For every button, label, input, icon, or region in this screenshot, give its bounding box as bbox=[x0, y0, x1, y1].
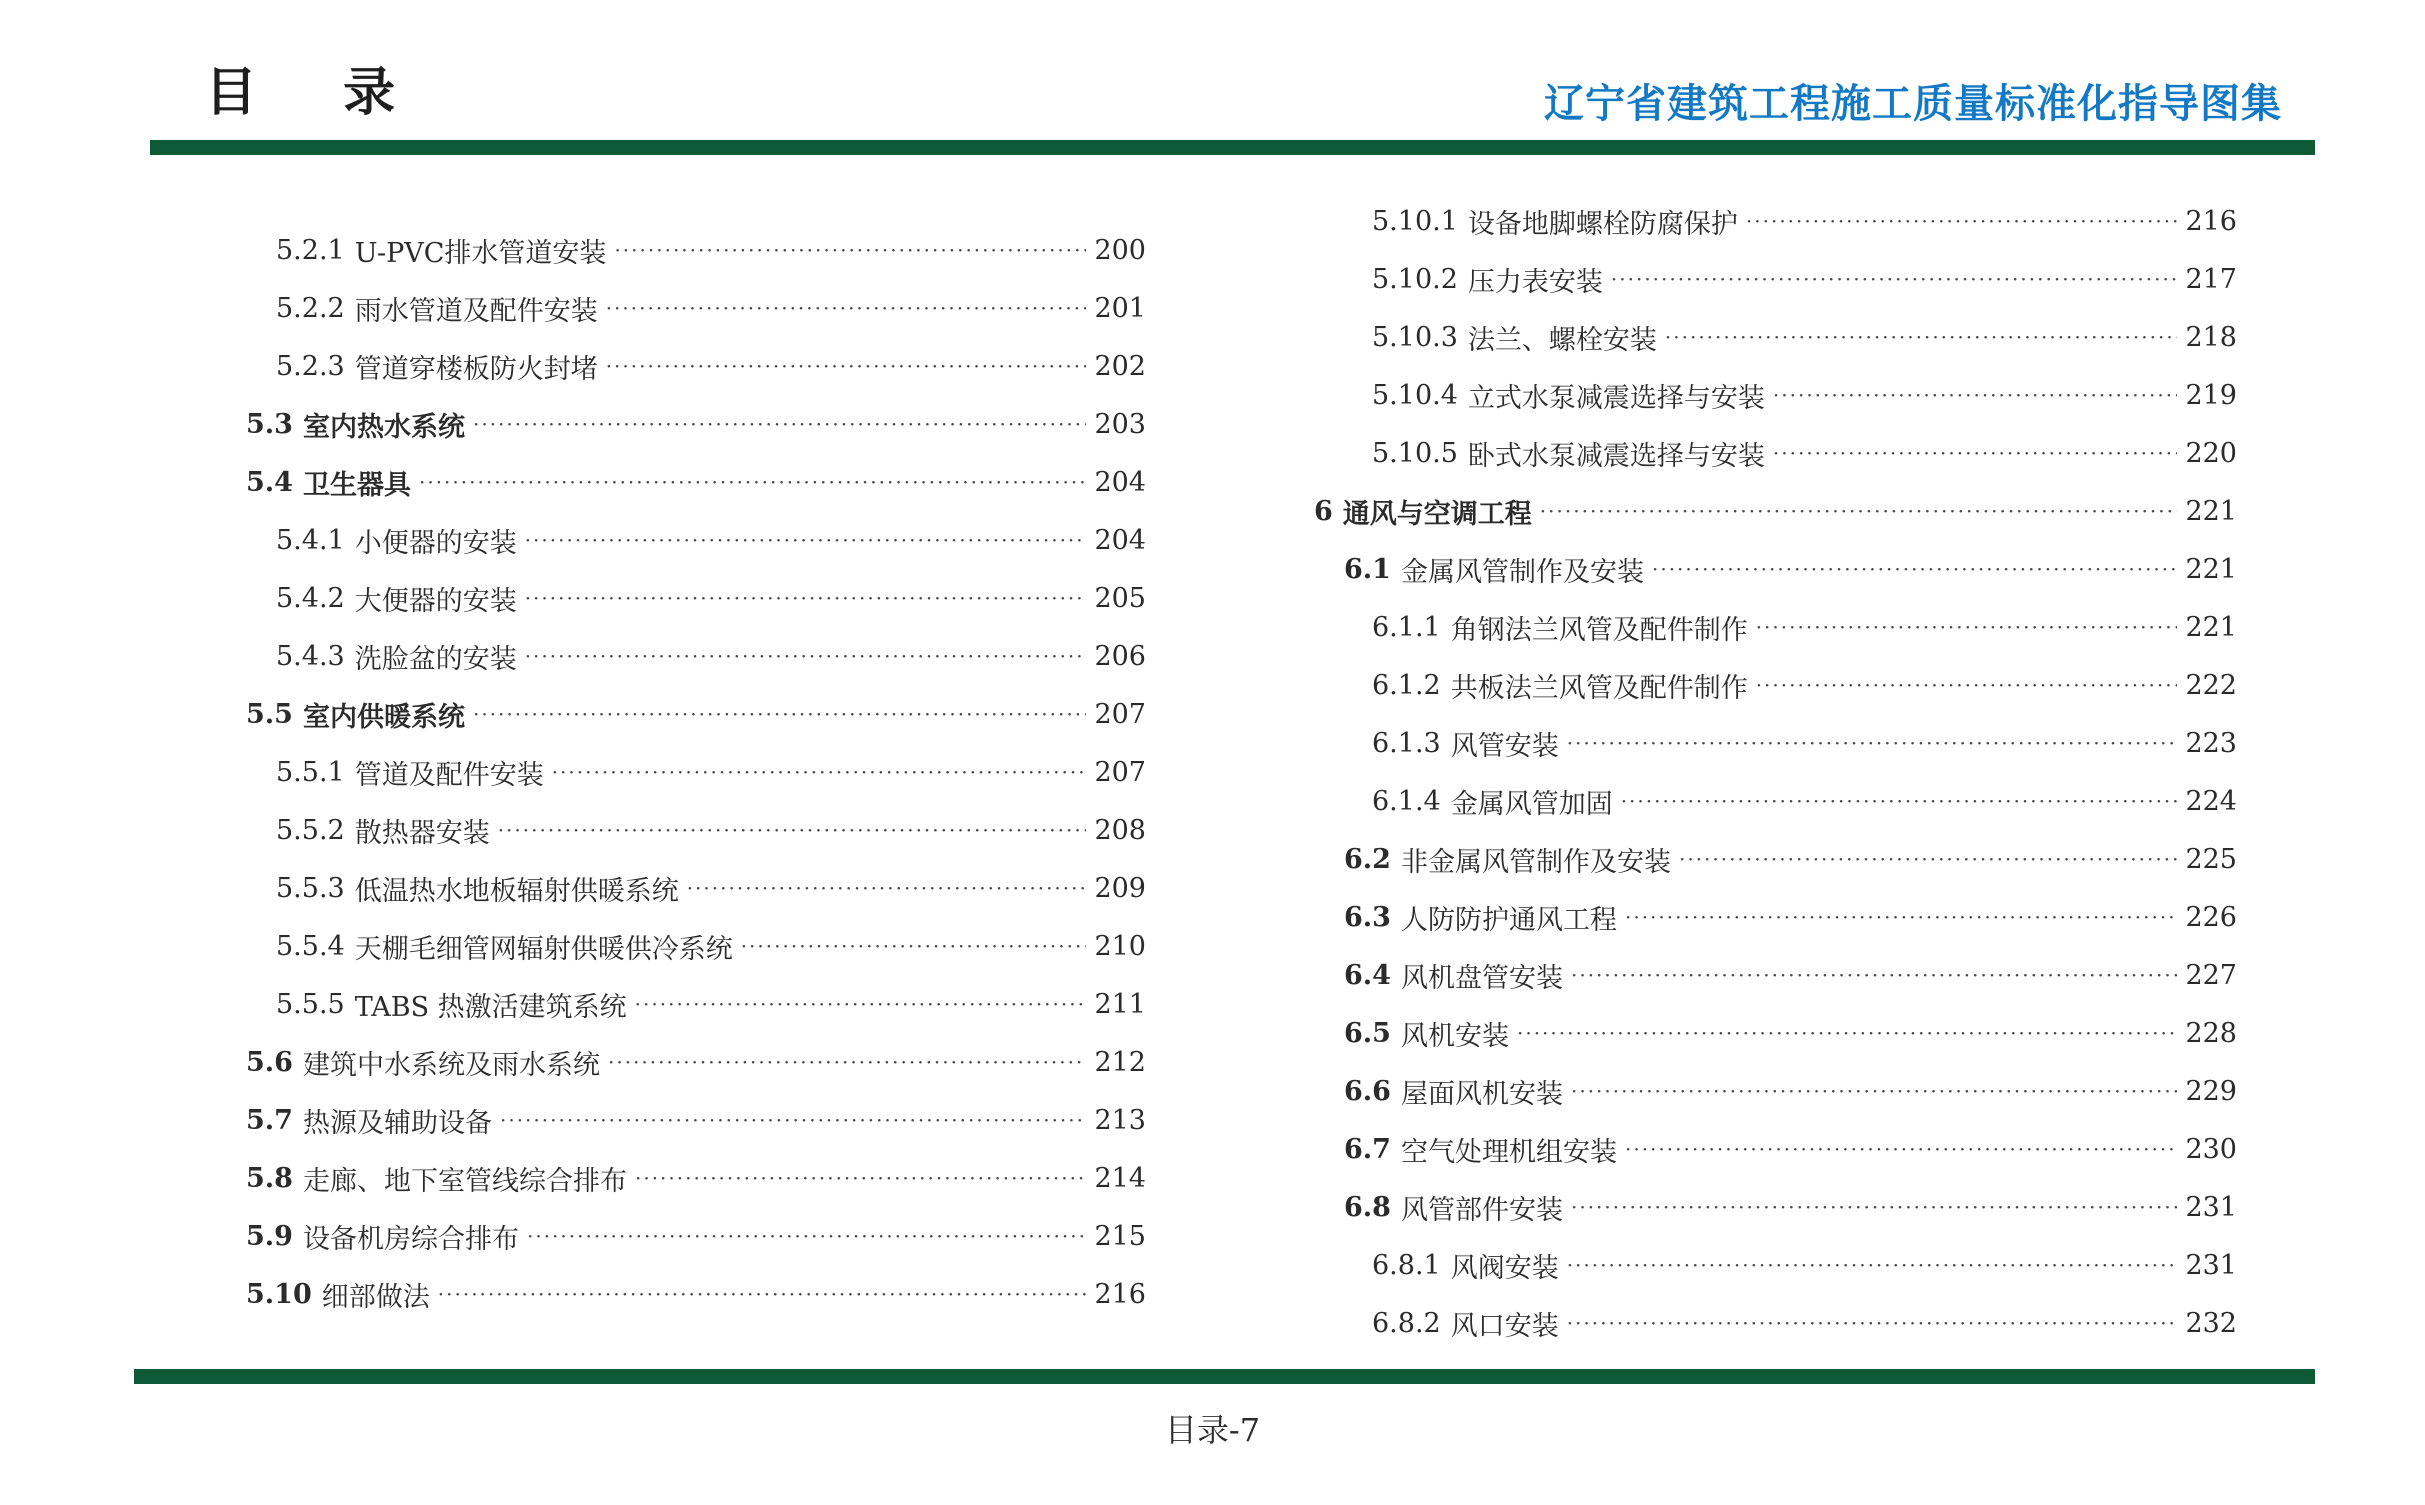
toc-entry-page: 223 bbox=[2185, 727, 2237, 759]
toc-entry-label: 细部做法 bbox=[321, 1281, 430, 1313]
toc-entry-number: 5.5.4 bbox=[276, 930, 345, 962]
toc-dot-leader bbox=[1625, 905, 2177, 929]
toc-entry-page: 221 bbox=[2185, 611, 2237, 643]
toc-entry-label: 热源及辅助设备 bbox=[302, 1107, 492, 1139]
toc-entry-number: 6.1.3 bbox=[1372, 727, 1441, 759]
toc-entry-page: 220 bbox=[2185, 437, 2237, 469]
toc-entry-page: 214 bbox=[1094, 1162, 1146, 1194]
toc-entry[interactable] bbox=[1314, 250, 2237, 308]
toc-entry[interactable] bbox=[246, 1033, 1146, 1091]
toc-entry-label: 法兰、螺栓安装 bbox=[1467, 324, 1657, 356]
toc-entry-number: 5.3 bbox=[246, 408, 293, 440]
toc-entry-number: 6.6 bbox=[1344, 1075, 1391, 1107]
toc-entry-number: 5.8 bbox=[246, 1162, 293, 1194]
toc-entry-page: 208 bbox=[1094, 814, 1146, 846]
toc-entry-page: 221 bbox=[2185, 553, 2237, 585]
toc-entry-label: 通风与空调工程 bbox=[1342, 498, 1532, 530]
toc-entry[interactable] bbox=[246, 685, 1146, 743]
toc-entry[interactable] bbox=[1314, 1236, 2237, 1294]
toc-dot-leader bbox=[1773, 441, 2178, 465]
toc-entry-number: 5.10.2 bbox=[1372, 263, 1458, 295]
toc-entry-page: 229 bbox=[2185, 1075, 2237, 1107]
toc-entry-page: 217 bbox=[2185, 263, 2237, 295]
toc-dot-leader bbox=[498, 818, 1087, 842]
toc-entry-label: 雨水管道及配件安装 bbox=[354, 295, 598, 327]
toc-dot-leader bbox=[1611, 267, 2178, 291]
toc-entry-number: 5.4.2 bbox=[276, 582, 345, 614]
toc-entry-label: 室内热水系统 bbox=[302, 411, 465, 443]
toc-dot-leader bbox=[419, 470, 1086, 494]
toc-entry-number: 5.4.3 bbox=[276, 640, 345, 672]
toc-entry-label: 金属风管加固 bbox=[1450, 788, 1613, 820]
toc-entry-number: 6.1 bbox=[1344, 553, 1391, 585]
toc-entry-page: 222 bbox=[2185, 669, 2237, 701]
toc-entry-page: 219 bbox=[2185, 379, 2237, 411]
toc-entry[interactable] bbox=[1314, 772, 2237, 830]
toc-dot-leader bbox=[1621, 789, 2178, 813]
toc-entry[interactable] bbox=[1314, 714, 2237, 772]
toc-entry-page: 205 bbox=[1094, 582, 1146, 614]
toc-entry-label: U-PVC排水管道安装 bbox=[354, 237, 607, 269]
toc-dot-leader bbox=[525, 528, 1087, 552]
toc-dot-leader bbox=[608, 1050, 1086, 1074]
toc-entry-page: 212 bbox=[1094, 1046, 1146, 1078]
book-title: 辽宁省建筑工程施工质量标准化指导图集 bbox=[1544, 80, 2282, 127]
footer-rule bbox=[134, 1369, 2315, 1384]
toc-entry-number: 5.5.5 bbox=[276, 988, 345, 1020]
toc-entry-label: 金属风管制作及安装 bbox=[1400, 556, 1644, 588]
toc-entry-label: 设备机房综合排布 bbox=[302, 1223, 519, 1255]
toc-entry-label: 卫生器具 bbox=[302, 469, 411, 501]
toc-entry-page: 227 bbox=[2185, 959, 2237, 991]
toc-entry-number: 5.5.2 bbox=[276, 814, 345, 846]
toc-dot-leader bbox=[1567, 731, 2178, 755]
toc-entry-page: 231 bbox=[2185, 1249, 2237, 1281]
toc-entry-number: 5.9 bbox=[246, 1220, 293, 1252]
toc-entry-page: 215 bbox=[1094, 1220, 1146, 1252]
toc-entry[interactable] bbox=[1314, 540, 2237, 598]
toc-entry-page: 201 bbox=[1094, 292, 1146, 324]
toc-entry[interactable] bbox=[246, 1207, 1146, 1265]
toc-entry[interactable] bbox=[1314, 1294, 2237, 1352]
toc-dot-leader bbox=[1756, 615, 2178, 639]
toc-entry-label: 天棚毛细管网辐射供暖供冷系统 bbox=[354, 933, 733, 965]
toc-entry-number: 6.8.1 bbox=[1372, 1249, 1441, 1281]
toc-entry-label: 风阀安装 bbox=[1450, 1252, 1559, 1284]
toc-entry-label: 风机盘管安装 bbox=[1400, 962, 1563, 994]
toc-entry-label: 风口安装 bbox=[1450, 1310, 1559, 1342]
toc-entry-page: 210 bbox=[1094, 930, 1146, 962]
toc-dot-leader bbox=[473, 412, 1086, 436]
toc-entry-page: 206 bbox=[1094, 640, 1146, 672]
toc-dot-leader bbox=[1517, 1021, 2177, 1045]
toc-entry-number: 5.10.1 bbox=[1372, 205, 1458, 237]
toc-entry-number: 6.5 bbox=[1344, 1017, 1391, 1049]
toc-entry[interactable] bbox=[1314, 656, 2237, 714]
toc-dot-leader bbox=[687, 876, 1087, 900]
toc-entry-number: 5.10 bbox=[246, 1278, 312, 1310]
toc-dot-leader bbox=[473, 702, 1086, 726]
toc-entry[interactable] bbox=[246, 221, 1146, 279]
toc-dot-leader bbox=[1665, 325, 2178, 349]
toc-entry-label: 洗脸盆的安装 bbox=[354, 643, 517, 675]
toc-entry-number: 6.1.4 bbox=[1372, 785, 1441, 817]
toc-entry[interactable] bbox=[246, 975, 1146, 1033]
toc-entry-number: 5.5.1 bbox=[276, 756, 345, 788]
toc-entry-page: 228 bbox=[2185, 1017, 2237, 1049]
toc-dot-leader bbox=[438, 1282, 1087, 1306]
toc-entry-number: 6.1.2 bbox=[1372, 669, 1441, 701]
toc-entry-label: 大便器的安装 bbox=[354, 585, 517, 617]
toc-entry-number: 6 bbox=[1314, 495, 1333, 527]
toc-entry-page: 216 bbox=[2185, 205, 2237, 237]
toc-entry-number: 5.4 bbox=[246, 466, 293, 498]
toc-entry-page: 226 bbox=[2185, 901, 2237, 933]
toc-entry-page: 207 bbox=[1094, 756, 1146, 788]
toc-entry-label: 屋面风机安装 bbox=[1400, 1078, 1563, 1110]
toc-dot-leader bbox=[635, 1166, 1086, 1190]
toc-entry[interactable] bbox=[246, 1091, 1146, 1149]
toc-entry[interactable] bbox=[246, 859, 1146, 917]
toc-entry[interactable] bbox=[1314, 308, 2237, 366]
toc-entry-page: 209 bbox=[1094, 872, 1146, 904]
toc-entry[interactable] bbox=[246, 279, 1146, 337]
toc-entry-page: 204 bbox=[1094, 524, 1146, 556]
toc-dot-leader bbox=[741, 934, 1087, 958]
toc-dot-leader bbox=[525, 644, 1087, 668]
toc-entry-label: 管道及配件安装 bbox=[354, 759, 544, 791]
toc-entry[interactable] bbox=[246, 627, 1146, 685]
toc-dot-leader bbox=[1652, 557, 2177, 581]
toc-entry-number: 5.2.2 bbox=[276, 292, 345, 324]
toc-dot-leader bbox=[1773, 383, 2178, 407]
toc-entry-label: 风管安装 bbox=[1450, 730, 1559, 762]
toc-entry-page: 230 bbox=[2185, 1133, 2237, 1165]
toc-entry[interactable] bbox=[246, 337, 1146, 395]
toc-entry-label: 立式水泵减震选择与安装 bbox=[1467, 382, 1765, 414]
toc-entry-number: 6.7 bbox=[1344, 1133, 1391, 1165]
toc-entry-page: 200 bbox=[1094, 234, 1146, 266]
toc-entry-page: 216 bbox=[1094, 1278, 1146, 1310]
toc-entry-label: 散热器安装 bbox=[354, 817, 490, 849]
toc-entry-page: 202 bbox=[1094, 350, 1146, 382]
toc-dot-leader bbox=[1679, 847, 2177, 871]
toc-entry-label: 压力表安装 bbox=[1467, 266, 1603, 298]
toc-entry-label: TABS 热激活建筑系统 bbox=[354, 991, 627, 1023]
toc-entry-page: 221 bbox=[2185, 495, 2237, 527]
toc-entry[interactable] bbox=[246, 453, 1146, 511]
toc-entry-number: 5.5.3 bbox=[276, 872, 345, 904]
toc-entry[interactable] bbox=[1314, 482, 2237, 540]
toc-entry-label: 建筑中水系统及雨水系统 bbox=[302, 1049, 600, 1081]
toc-entry-number: 5.2.3 bbox=[276, 350, 345, 382]
toc-entry-page: 207 bbox=[1094, 698, 1146, 730]
toc-entry-number: 6.8.2 bbox=[1372, 1307, 1441, 1339]
toc-entry[interactable] bbox=[1314, 1120, 2237, 1178]
toc-entry[interactable] bbox=[1314, 1004, 2237, 1062]
toc-entry-label: 角钢法兰风管及配件制作 bbox=[1450, 614, 1748, 646]
toc-entry-label: 卧式水泵减震选择与安装 bbox=[1467, 440, 1765, 472]
toc-entry-number: 5.2.1 bbox=[276, 234, 345, 266]
toc-entry-number: 6.3 bbox=[1344, 901, 1391, 933]
toc-dot-leader bbox=[606, 354, 1087, 378]
toc-entry-label: 风机安装 bbox=[1400, 1020, 1509, 1052]
toc-entry-number: 5.10.3 bbox=[1372, 321, 1458, 353]
page-title: 目 录 bbox=[205, 62, 430, 123]
toc-entry-number: 6.4 bbox=[1344, 959, 1391, 991]
toc-entry-page: 203 bbox=[1094, 408, 1146, 440]
toc-entry[interactable] bbox=[246, 395, 1146, 453]
toc-right-column bbox=[1314, 192, 2237, 1352]
toc-entry[interactable] bbox=[1314, 192, 2237, 250]
toc-entry[interactable] bbox=[246, 743, 1146, 801]
toc-dot-leader bbox=[1567, 1311, 2178, 1335]
toc-entry-number: 6.1.1 bbox=[1372, 611, 1441, 643]
toc-entry-number: 6.8 bbox=[1344, 1191, 1391, 1223]
toc-entry-label: 低温热水地板辐射供暖系统 bbox=[354, 875, 679, 907]
toc-entry[interactable] bbox=[1314, 888, 2237, 946]
toc-entry-page: 231 bbox=[2185, 1191, 2237, 1223]
header-rule bbox=[150, 140, 2315, 155]
toc-entry-label: 设备地脚螺栓防腐保护 bbox=[1467, 208, 1738, 240]
toc-entry[interactable] bbox=[246, 569, 1146, 627]
toc-entry-label: 风管部件安装 bbox=[1400, 1194, 1563, 1226]
toc-entry-number: 5.5 bbox=[246, 698, 293, 730]
toc-dot-leader bbox=[500, 1108, 1086, 1132]
toc-left-column bbox=[246, 221, 1146, 1323]
toc-entry-page: 213 bbox=[1094, 1104, 1146, 1136]
toc-dot-leader bbox=[527, 1224, 1086, 1248]
toc-dot-leader bbox=[1540, 499, 2178, 523]
toc-entry-page: 224 bbox=[2185, 785, 2237, 817]
toc-entry-page: 218 bbox=[2185, 321, 2237, 353]
toc-entry-label: 室内供暖系统 bbox=[302, 701, 465, 733]
toc-dot-leader bbox=[1571, 1195, 2177, 1219]
toc-entry-number: 6.2 bbox=[1344, 843, 1391, 875]
toc-dot-leader bbox=[1756, 673, 2178, 697]
toc-entry[interactable] bbox=[1314, 946, 2237, 1004]
toc-entry-number: 5.10.5 bbox=[1372, 437, 1458, 469]
toc-entry-page: 225 bbox=[2185, 843, 2237, 875]
toc-entry-page: 211 bbox=[1094, 988, 1146, 1020]
toc-dot-leader bbox=[635, 992, 1087, 1016]
toc-entry[interactable] bbox=[1314, 1178, 2237, 1236]
toc-entry-label: 共板法兰风管及配件制作 bbox=[1450, 672, 1748, 704]
toc-entry-label: 小便器的安装 bbox=[354, 527, 517, 559]
toc-entry-page: 204 bbox=[1094, 466, 1146, 498]
toc-entry-label: 非金属风管制作及安装 bbox=[1400, 846, 1671, 878]
toc-entry-number: 5.4.1 bbox=[276, 524, 345, 556]
toc-entry-label: 走廊、地下室管线综合排布 bbox=[302, 1165, 627, 1197]
toc-entry[interactable] bbox=[246, 1149, 1146, 1207]
toc-dot-leader bbox=[552, 760, 1087, 784]
toc-entry[interactable] bbox=[246, 917, 1146, 975]
toc-dot-leader bbox=[614, 238, 1086, 262]
toc-entry[interactable] bbox=[246, 511, 1146, 569]
toc-entry[interactable] bbox=[1314, 598, 2237, 656]
toc-entry-label: 管道穿楼板防火封堵 bbox=[354, 353, 598, 385]
toc-dot-leader bbox=[606, 296, 1087, 320]
toc-entry[interactable] bbox=[1314, 830, 2237, 888]
toc-dot-leader bbox=[1567, 1253, 2178, 1277]
toc-entry[interactable] bbox=[246, 801, 1146, 859]
toc-entry-label: 空气处理机组安装 bbox=[1400, 1136, 1617, 1168]
toc-dot-leader bbox=[1571, 1079, 2177, 1103]
toc-entry[interactable] bbox=[246, 1265, 1146, 1323]
toc-entry[interactable] bbox=[1314, 1062, 2237, 1120]
toc-entry-number: 5.7 bbox=[246, 1104, 293, 1136]
toc-entry-number: 5.6 bbox=[246, 1046, 293, 1078]
toc-entry-label: 人防防护通风工程 bbox=[1400, 904, 1617, 936]
toc-entry-page: 232 bbox=[2185, 1307, 2237, 1339]
toc-dot-leader bbox=[1746, 209, 2178, 233]
toc-entry-number: 5.10.4 bbox=[1372, 379, 1458, 411]
page-number: 目录-7 bbox=[1164, 1411, 1261, 1449]
toc-entry[interactable] bbox=[1314, 424, 2237, 482]
toc-dot-leader bbox=[1625, 1137, 2177, 1161]
toc-entry[interactable] bbox=[1314, 366, 2237, 424]
toc-dot-leader bbox=[525, 586, 1087, 610]
toc-dot-leader bbox=[1571, 963, 2177, 987]
